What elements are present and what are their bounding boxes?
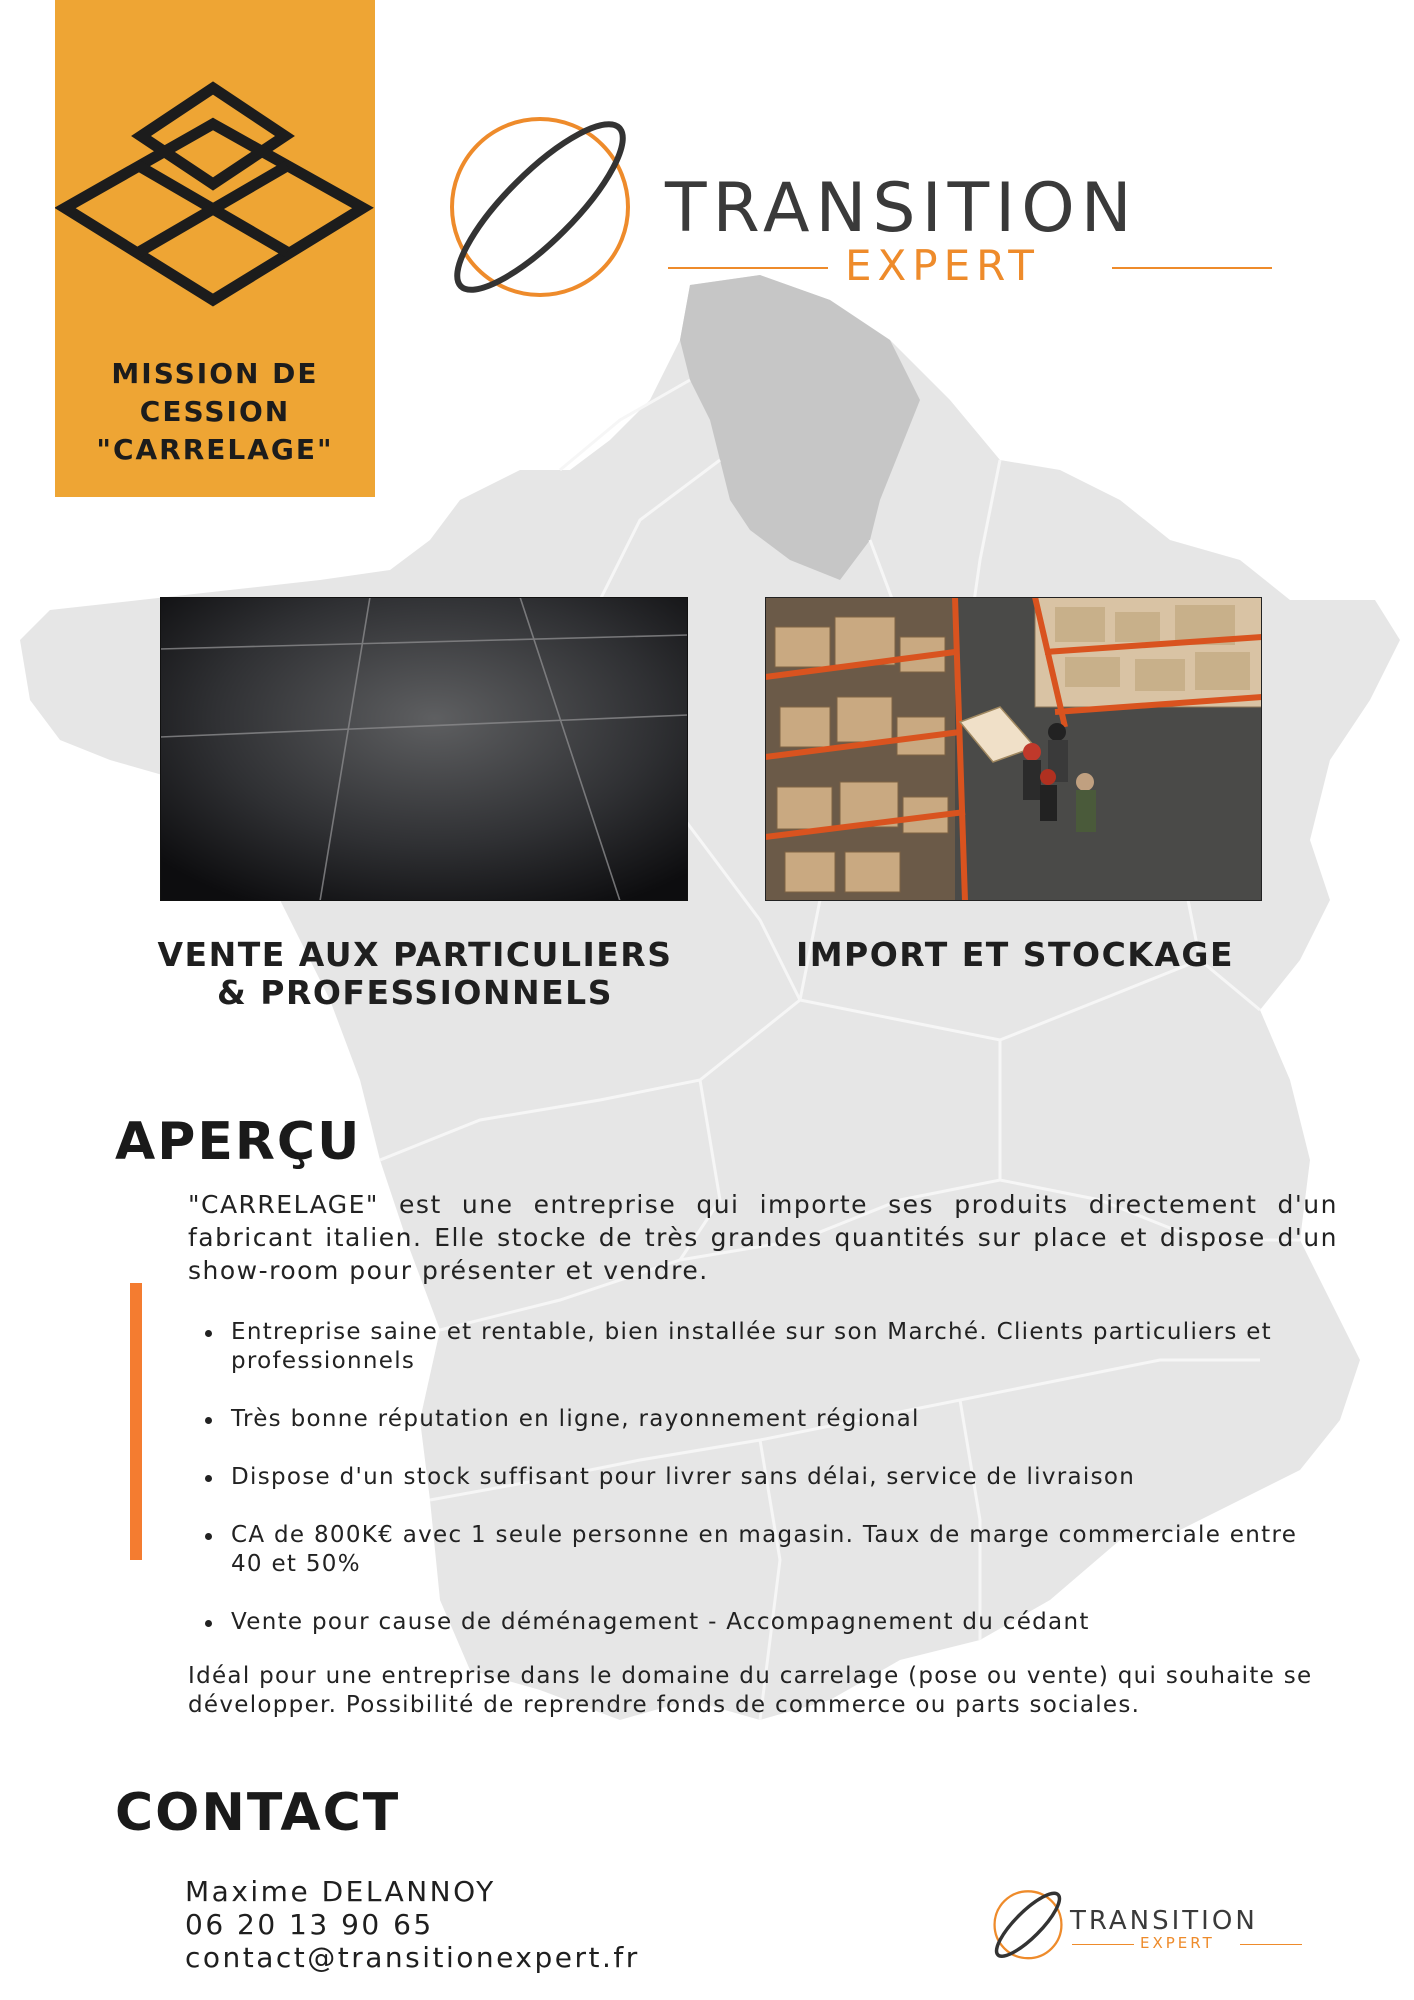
mission-box — [55, 0, 375, 497]
logo-divider-left — [1072, 1944, 1134, 1945]
caption-import: IMPORT ET STOCKAGE — [795, 935, 1235, 974]
contact-title: CONTACT — [115, 1783, 401, 1843]
caption-retail: VENTE AUX PARTICULIERS & PROFESSIONNELS — [157, 935, 673, 1012]
contact-details — [185, 1875, 640, 1974]
list-item: CA de 800K€ avec 1 seule personne en magasin. Taux de marge commerciale entre 40 et 50% — [205, 1521, 1325, 1579]
logo-wordmark: TRANSITION — [1070, 1906, 1258, 1936]
warehouse-photo — [765, 597, 1262, 901]
logo-tagline: EXPERT — [1140, 1934, 1215, 1952]
logo-tagline: EXPERT — [845, 241, 1040, 290]
transition-expert-logo-small — [990, 1886, 1320, 1966]
overview-title: APERÇU — [115, 1112, 362, 1172]
logo-divider-right — [1112, 267, 1272, 269]
logo-divider-right — [1240, 1944, 1302, 1945]
list-item: Très bonne réputation en ligne, rayonnement régional — [205, 1405, 1325, 1434]
contact-name: Maxime DELANNOY — [185, 1875, 496, 1908]
contact-phone[interactable]: 06 20 13 90 65 — [185, 1908, 434, 1941]
tile-diamond-icon — [55, 60, 375, 320]
overview-intro: "CARRELAGE" est une entreprise qui importe ses produits directement d'un fabricant italien. Elle stocke de très grandes quantités sur place et dispose d'un show-room pour présenter et vendre. — [188, 1190, 1338, 1285]
contact-email[interactable]: contact@transitionexpert.fr — [185, 1941, 640, 1974]
logo-orbit-icon — [440, 105, 640, 305]
list-item: Dispose d'un stock suffisant pour livrer sans délai, service de livraison — [205, 1463, 1325, 1492]
tile-floor-photo — [160, 597, 688, 901]
overview-closing: Idéal pour une entreprise dans le domaine du carrelage (pose ou vente) qui souhaite se développer. Possibilité de reprendre fonds de commerce ou parts sociales. — [188, 1663, 1313, 1718]
list-item: Entreprise saine et rentable, bien installée sur son Marché. Clients particuliers et professionnels — [205, 1318, 1325, 1376]
mission-label: MISSION DE CESSION "CARRELAGE" — [96, 357, 334, 466]
logo-orbit-icon — [990, 1886, 1066, 1962]
logo-wordmark: TRANSITION — [665, 169, 1138, 248]
transition-expert-logo — [440, 105, 1320, 305]
accent-bar — [130, 1283, 142, 1560]
logo-divider-left — [668, 267, 828, 269]
list-item: Vente pour cause de déménagement - Accompagnement du cédant — [205, 1608, 1325, 1637]
overview-bullets — [205, 1318, 1325, 1666]
